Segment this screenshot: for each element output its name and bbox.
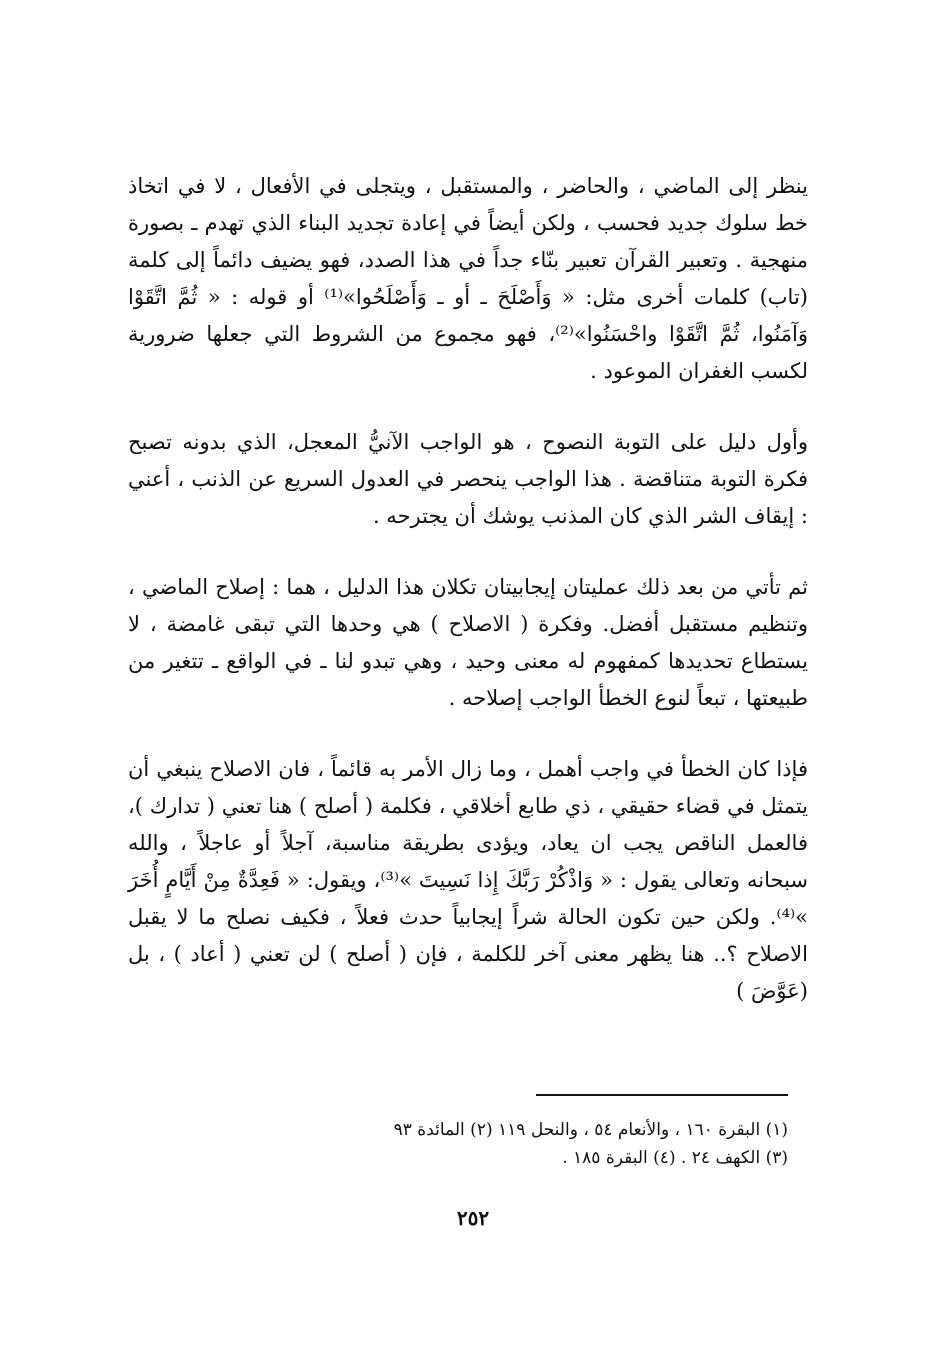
paragraph-3: ثم تأتي من بعد ذلك عمليتان إيجابيتان تكلان هذا الدليل ، هما : إصلاح الماضي ، وتنظيم مستقبل أفضل. وفكرة ( الاصلاح ) هي وحدها التي تبقى غامضة ، لا يستطاع تحديدها كمفهوم له معنى وحيد ، وهي تبدو لنا ـ في الواقع ـ تتغير من طبيعتها ، تبعاً لنوع الخطأ الواجب إصلاحه .	[128, 575, 808, 710]
paragraph-4: فإذا كان الخطأ في واجب أهمل ، وما زال الأمر به قائماً ، فان الاصلاح ينبغي أن يتمثل في قضاء حقيقي ، ذي طابع أخلاقي ، فكلمة ( أصلح ) هنا تعني ( تدارك )، فالعمل الناقص يجب ان يعاد، ويؤدى بطريقة مناسبة، آجلاً أو عاجلاً ، والله سبحانه وتعالى يقول : « وَاذْكُرْ رَبَّكَ إِذا نَسِيتَ »⁽³⁾، ويقول: « فَعِدَّةٌ مِنْ أَيَّامٍ أُخَرَ »⁽⁴⁾. ولكن حين تكون الحالة شراً إيجابياً حدث فعلاً ، فكيف نصلح ما لا يقبل الاصلاح ؟.. هنا يظهر معنى آخر للكلمة ، فإن ( أصلح ) لن تعني ( أعاد ) ، بل (عَوَّضَ )	[128, 757, 808, 1003]
page-number: ٢٥٢	[456, 1206, 490, 1230]
footnote-line-1: (١) البقرة ١٦٠ ، والأنعام ٥٤ ، والنحل ١١٩ (٢) المائدة ٩٣	[393, 1120, 788, 1140]
paragraph-1: ينظر إلى الماضي ، والحاضر ، والمستقبل ، ويتجلى في الأفعال ، لا في اتخاذ خط سلوك جديد فحسب ، ولكن أيضاً في إعادة تجديد البناء الذي تهدم ـ بصورة منهجية . وتعبير القرآن تعبير بنّاء جداً في هذا الصدد، فهو يضيف دائماً إلى كلمة (تاب) كلمات أخرى مثل: « وَأَصْلَحَ ـ أو ـ وَأَصْلَحُوا»⁽¹⁾ أو قوله : « ثُمَّ اتَّقَوْا وَآمَنُوا، ثُمَّ اتَّقَوْا واحْسَنُوا»⁽²⁾، فهو مجموع من الشروط التي جعلها ضرورية لكسب الغفران الموعود .	[128, 174, 808, 383]
footnote-divider	[536, 1094, 788, 1096]
footnote-line-2: (٣) الكهف ٢٤ . (٤) البقرة ١٨٥ .	[562, 1148, 788, 1168]
main-text	[128, 168, 808, 1010]
footnotes	[228, 1116, 788, 1172]
paragraph-2: وأول دليل على التوبة النصوح ، هو الواجب الآنيُّ المعجل، الذي بدونه تصبح فكرة التوبة متناقضة . هذا الواجب ينحصر في العدول السريع عن الذنب ، أعني : إيقاف الشر الذي كان المذنب يوشك أن يجترحه .	[128, 430, 808, 528]
